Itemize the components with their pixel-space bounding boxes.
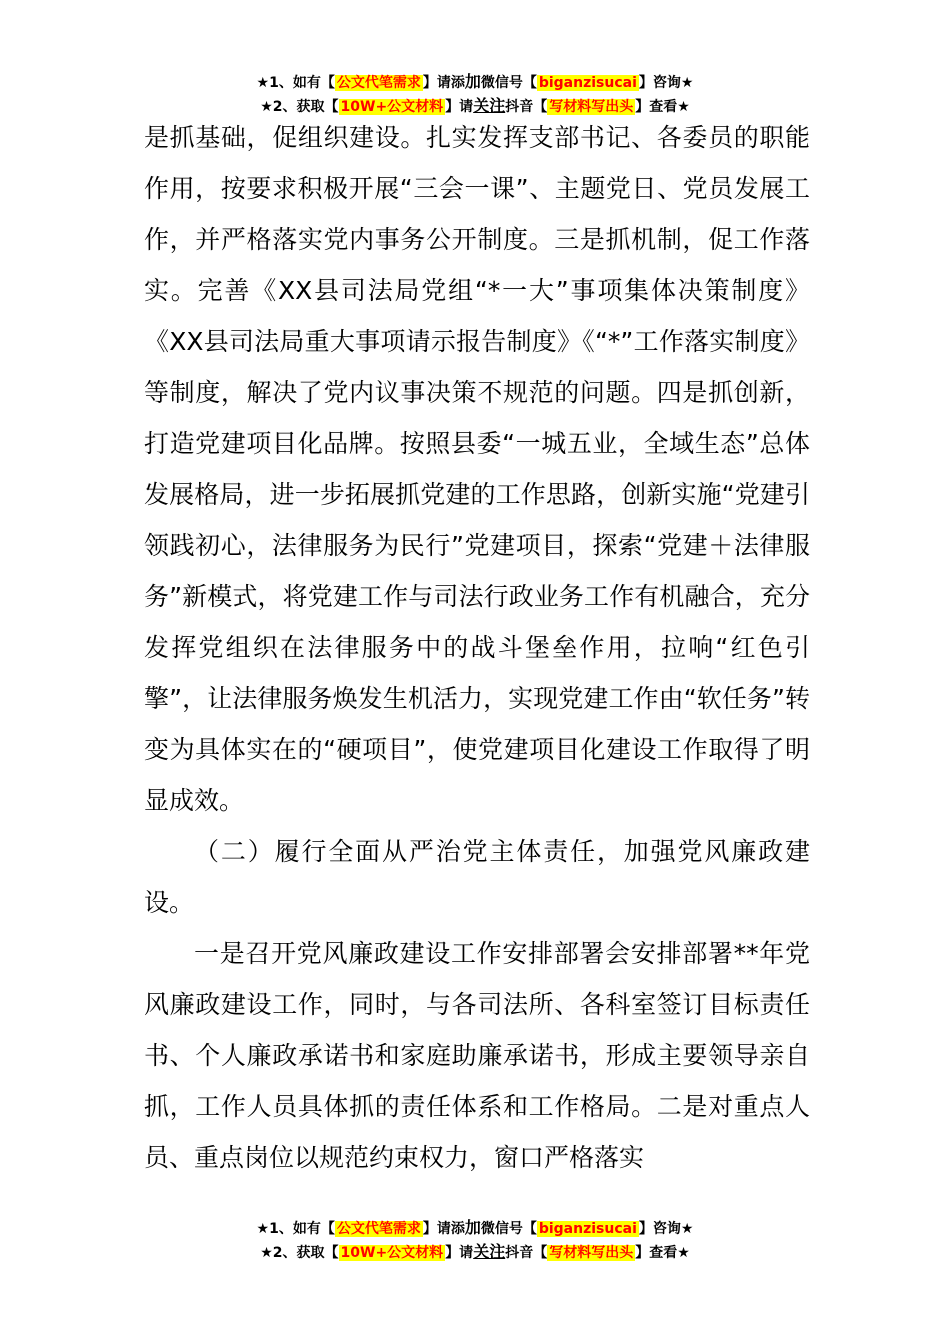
footer-banner [0, 1216, 950, 1264]
banner-line-2: ★2、获取【 10W+公文材料 】请关注抖音【 写材料写出头 】查看★ [260, 96, 690, 115]
header-banner [0, 70, 950, 118]
section-heading-2: （二）履行全面从严治党主体责任，加强党风廉政建设。 [144, 837, 810, 917]
banner-line-1: ★1、如有【 公文代笔需求 】请添加微信号【 biganzisucai 】咨询★ [256, 72, 694, 91]
footer-line-2: ★2、获取【 10W+公文材料 】请关注抖音【 写材料写出头 】查看★ [260, 1242, 690, 1261]
footer-highlight-wechat-id: biganzisucai [538, 1221, 637, 1237]
paragraph-3: 一是召开党风廉政建设工作安排部署会安排部署**年党风廉政建设工作，同时，与各司法所、各科室签订目标责任书、个人廉政承诺书和家庭助廉承诺书，形成主要领导亲自抓，工作人员具体抓的责任体系和工作格局。二是对重点人员、重点岗位以规范约束权力，窗口严格落实 [144, 939, 810, 1172]
document-body [144, 112, 810, 1183]
paragraph-1: 是抓基础，促组织建设。扎实发挥支部书记、各委员的职能作用，按要求积极开展“三会一课”、主题党日、党员发展工作，并严格落实党内事务公开制度。三是抓机制，促工作落实。完善《XX县司法局党组“*一大”事项集体决策制度》《XX县司法局重大事项请示报告制度》《“*”工作落实制度》等制度，解决了党内议事决策不规范的问题。四是抓创新，打造党建项目化品牌。按照县委“一城五业，全域生态”总体发展格局，进一步拓展抓党建的工作思路，创新实施“党建引领践初心，法律服务为民行”党建项目，探索“党建＋法律服务”新模式，将党建工作与司法行政业务工作有机融合，充分发挥党组织在法律服务中的战斗堡垒作用，拉响“红色引擎”，让法律服务焕发生机活力，实现党建工作由“软任务”转变为具体实在的“硬项目”，使党建项目化建设工作取得了明显成效。 [144, 123, 810, 815]
highlight-materials: 10W+公文材料 [340, 99, 444, 115]
footer-highlight-materials: 10W+公文材料 [340, 1245, 444, 1261]
highlight-writing-service: 公文代笔需求 [336, 75, 421, 91]
highlight-douyin-account: 写材料写出头 [549, 99, 634, 115]
footer-line-1: ★1、如有【 公文代笔需求 】请添加微信号【 biganzisucai 】咨询★ [256, 1218, 694, 1237]
footer-highlight-douyin-account: 写材料写出头 [549, 1245, 634, 1261]
highlight-wechat-id: biganzisucai [538, 75, 637, 91]
footer-highlight-writing-service: 公文代笔需求 [336, 1221, 421, 1237]
